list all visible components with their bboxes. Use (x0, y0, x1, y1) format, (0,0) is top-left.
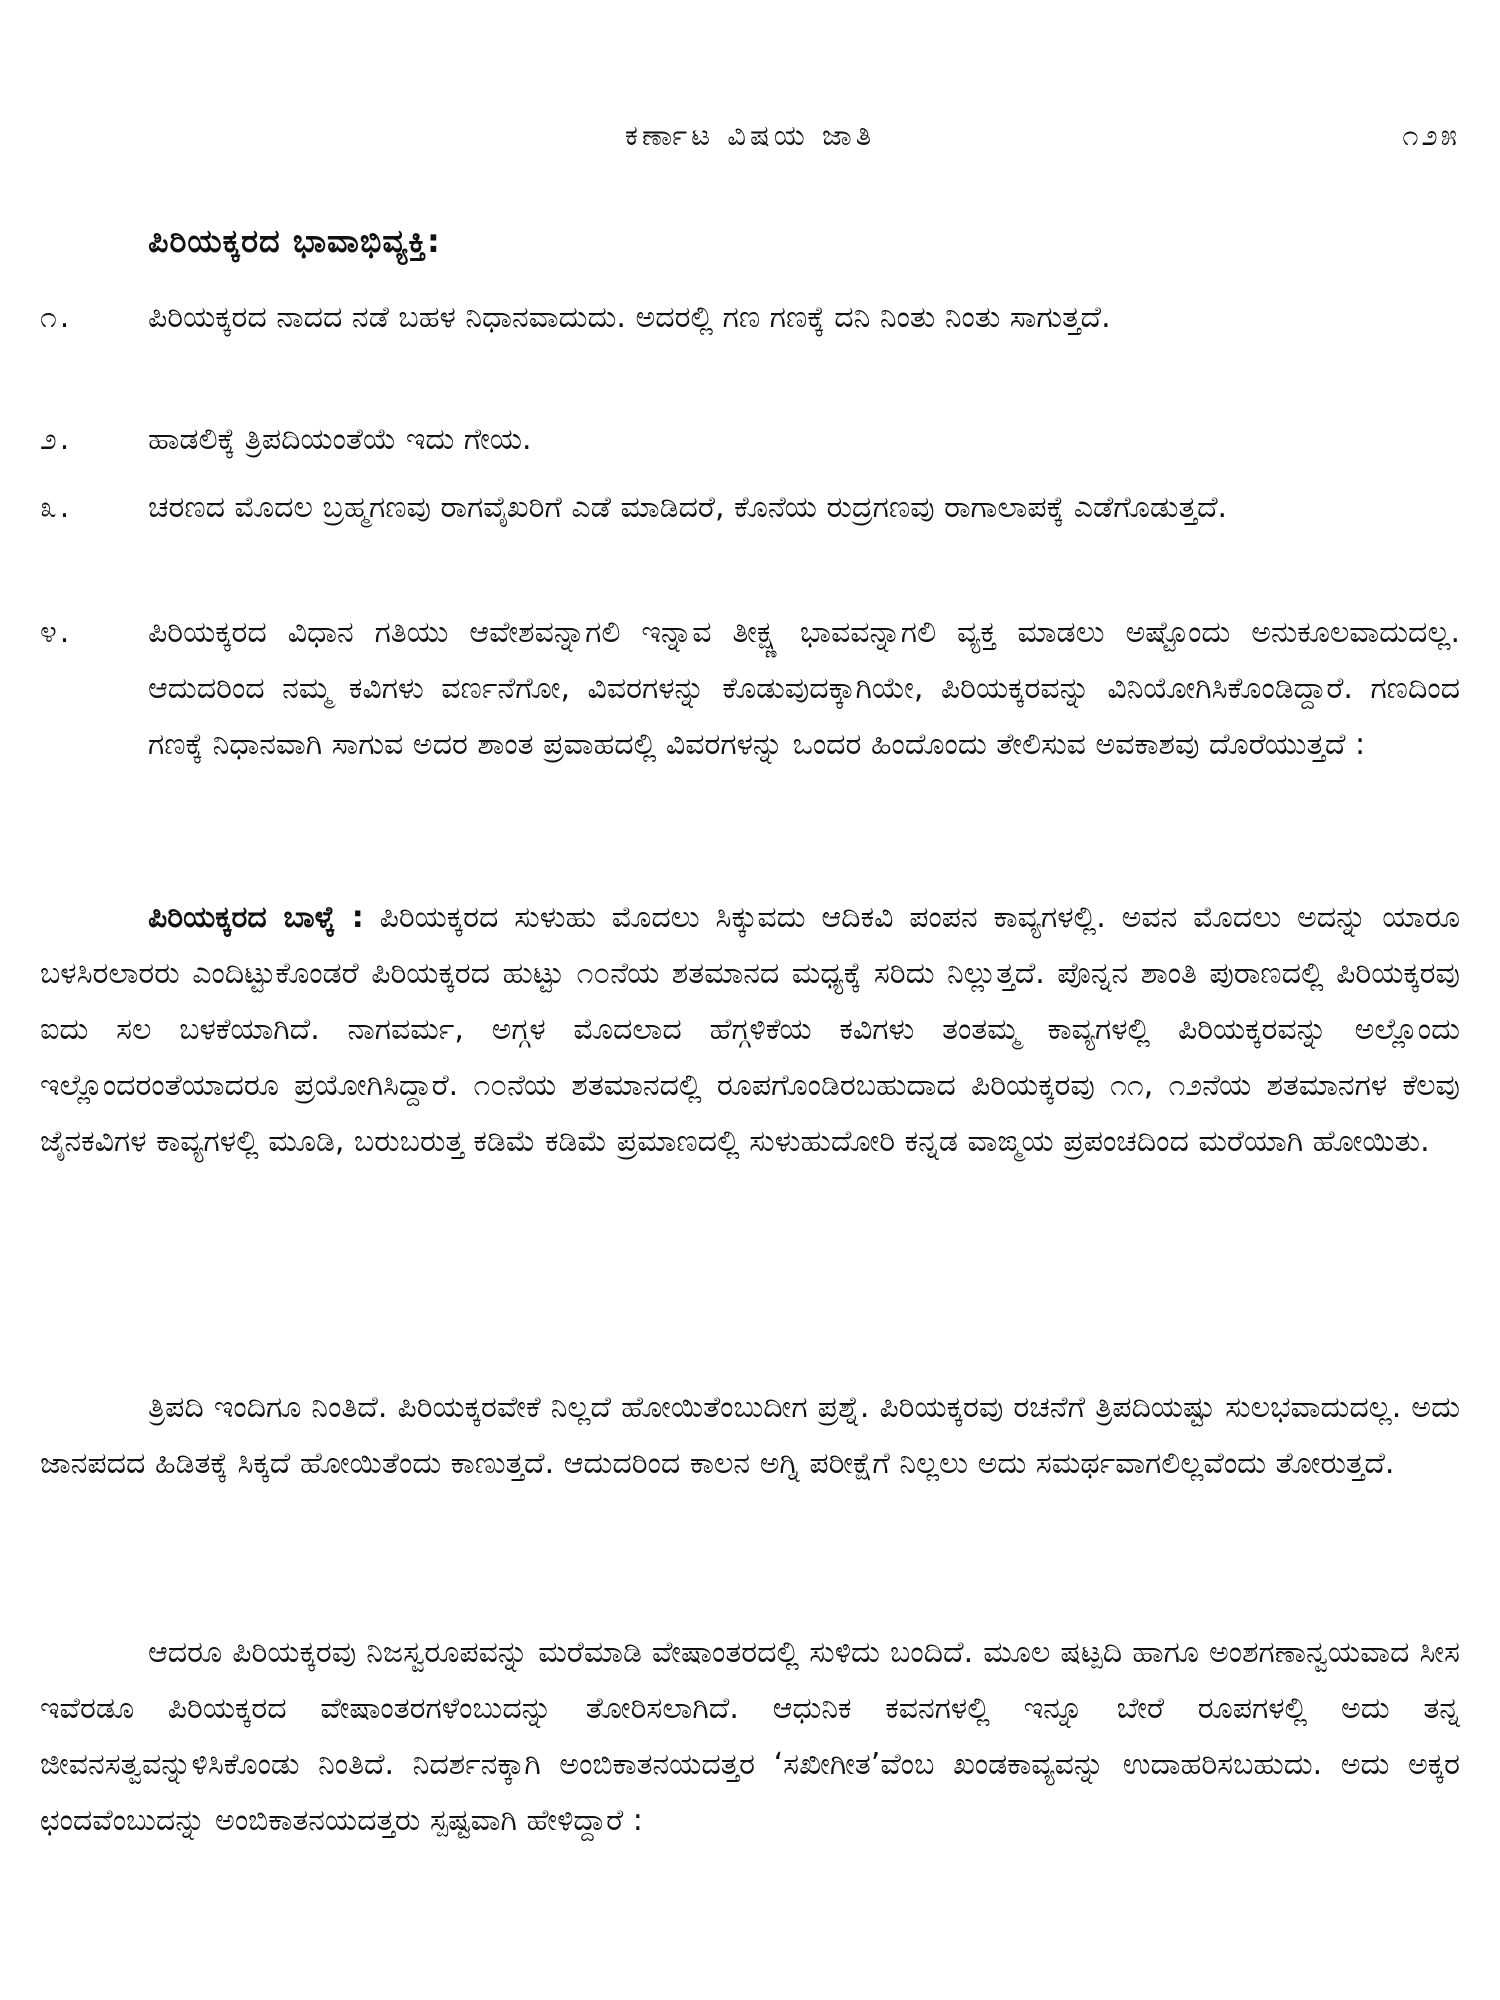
list-item (40, 480, 1460, 536)
list-item (40, 290, 1460, 346)
list-item-text: ಹಾಡಲಿಕ್ಕೆ ತ್ರಿಪದಿಯಂತೆಯೆ ಇದು ಗೇಯ. (148, 422, 532, 457)
list-item-number: ೩. (40, 490, 73, 525)
paragraph: ತ್ರಿಪದಿ ಇಂದಿಗೂ ನಿಂತಿದೆ. ಪಿರಿಯಕ್ಕರವೇಕೆ ನಿಲ್ಲದೆ ಹೋಯಿತೆಂಬುದೀಗ ಪ್ರಶ್ನೆ. ಪಿರಿಯಕ್ಕರವು ರಚನೆಗೆ ತ್ರಿಪದಿಯಷ್ಟು ಸುಲಭವಾದುದಲ್ಲ. ಅದು ಜಾನಪದದ ಹಿಡಿತಕ್ಕೆ ಸಿಕ್ಕದೆ ಹೋಯಿತೆಂದು ಕಾಣುತ್ತದೆ. ಆದುದರಿಂದ ಕಾಲನ ಅಗ್ನಿ ಪರೀಕ್ಷೆಗೆ ನಿಲ್ಲಲು ಅದು ಸಮರ್ಥವಾಗಲಿಲ್ಲವೆಂದು ತೋರುತ್ತದೆ. (40, 1390, 1460, 1481)
section-heading: ಪಿರಿಯಕ್ಕರದ ಭಾವಾಭಿವ್ಯಕ್ತಿ: (148, 222, 441, 260)
running-head: ಕರ್ಣಾಟ ವಿಷಯ ಜಾತಿ (624, 118, 876, 152)
list-item-text: ಚರಣದ ಮೊದಲ ಬ್ರಹ್ಮಗಣವು ರಾಗವೈಖರಿಗೆ ಎಡೆ ಮಾಡಿದರೆ, ಕೊನೆಯ ರುದ್ರಗಣವು ರಾಗಾಲಾಪಕ್ಕೆ ಎಡೆಗೊಡುತ್ತದೆ. (148, 490, 1228, 525)
paragraph-lead: ಪಿರಿಯಕ್ಕರದ ಬಾಳ್ಕೆ : (148, 900, 364, 935)
list-item-number: ೧. (40, 300, 73, 335)
page-number: ೧೨೫ (1402, 118, 1460, 152)
paragraph: ಆದರೂ ಪಿರಿಯಕ್ಕರವು ನಿಜಸ್ವರೂಪವನ್ನು ಮರೆಮಾಡಿ ವೇಷಾಂತರದಲ್ಲಿ ಸುಳಿದು ಬಂದಿದೆ. ಮೂಲ ಷಟ್ಪದಿ ಹಾಗೂ ಅಂಶಗಣಾನ್ವಯವಾದ ಸೀಸ ಇವೆರಡೂ ಪಿರಿಯಕ್ಕರದ ವೇಷಾಂತರಗಳೆಂಬುದನ್ನು ತೋರಿಸಲಾಗಿದೆ. ಆಧುನಿಕ ಕವನಗಳಲ್ಲಿ ಇನ್ನೂ ಬೇರೆ ರೂಪಗಳಲ್ಲಿ ಅದು ತನ್ನ ಜೀವನಸತ್ವವನ್ನುಳಿಸಿಕೊಂಡು ನಿಂತಿದೆ. ನಿದರ್ಶನಕ್ಕಾಗಿ ಅಂಬಿಕಾತನಯದತ್ತರ ‘ಸಖೀಗೀತ’ವೆಂಬ ಖಂಡಕಾವ್ಯವನ್ನು ಉದಾಹರಿಸಬಹುದು. ಅದು ಅಕ್ಕರ ಛಂದವೆಂಬುದನ್ನು ಅಂಬಿಕಾತನಯದತ್ತರು ಸ್ಪಷ್ಟವಾಗಿ ಹೇಳಿದ್ದಾರೆ : (40, 1635, 1460, 1838)
list-item-number: ೪. (40, 615, 73, 650)
list-item (40, 412, 1460, 468)
list-item-number: ೨. (40, 422, 73, 457)
list-item (40, 605, 1460, 773)
paragraph-text: ಪಿರಿಯಕ್ಕರದ ಸುಳುಹು ಮೊದಲು ಸಿಕ್ಕುವದು ಆದಿಕವಿ ಪಂಪನ ಕಾವ್ಯಗಳಲ್ಲಿ. ಅವನ ಮೊದಲು ಅದನ್ನು ಯಾರೂ ಬಳಸಿರಲಾರರು ಎಂದಿಟ್ಟುಕೊಂಡರೆ ಪಿರಿಯಕ್ಕರದ ಹುಟ್ಟು ೧೦ನೆಯ ಶತಮಾನದ ಮಧ್ಯಕ್ಕೆ ಸರಿದು ನಿಲ್ಲುತ್ತದೆ. ಪೊನ್ನನ ಶಾಂತಿ ಪುರಾಣದಲ್ಲಿ ಪಿರಿಯಕ್ಕರವು ಐದು ಸಲ ಬಳಕೆಯಾಗಿದೆ. ನಾಗವರ್ಮ, ಅಗ್ಗಳ ಮೊದಲಾದ ಹೆಗ್ಗಳಿಕೆಯ ಕವಿಗಳು ತಂತಮ್ಮ ಕಾವ್ಯಗಳಲ್ಲಿ ಪಿರಿಯಕ್ಕರವನ್ನು ಅಲ್ಲೊಂದು ಇಲ್ಲೊಂದರಂತೆಯಾದರೂ ಪ್ರಯೋಗಿಸಿದ್ದಾರೆ. ೧೦ನೆಯ ಶತಮಾನದಲ್ಲಿ ರೂಪಗೊಂಡಿರಬಹುದಾದ ಪಿರಿಯಕ್ಕರವು ೧೧, ೧೨ನೆಯ ಶತಮಾನಗಳ ಕೆಲವು ಜೈನಕವಿಗಳ ಕಾವ್ಯಗಳಲ್ಲಿ ಮೂಡಿ, ಬರುಬರುತ್ತ ಕಡಿಮೆ ಕಡಿಮೆ ಪ್ರಮಾಣದಲ್ಲಿ ಸುಳುಹುದೋರಿ ಕನ್ನಡ ವಾಙ್ಮಯ ಪ್ರಪಂಚದಿಂದ ಮರೆಯಾಗಿ ಹೋಯಿತು. (40, 900, 1460, 1159)
list-item-text: ಪಿರಿಯಕ್ಕರದ ವಿಧಾನ ಗತಿಯು ಆವೇಶವನ್ನಾಗಲಿ ಇನ್ನಾವ ತೀಕ್ಷ್ಣ ಭಾವವನ್ನಾಗಲಿ ವ್ಯಕ್ತ ಮಾಡಲು ಅಷ್ಟೊಂದು ಅನುಕೂಲವಾದುದಲ್ಲ. ಆದುದರಿಂದ ನಮ್ಮ ಕವಿಗಳು ವರ್ಣನೆಗೋ, ವಿವರಗಳನ್ನು ಕೊಡುವುದಕ್ಕಾಗಿಯೇ, ಪಿರಿಯಕ್ಕರವನ್ನು ವಿನಿಯೋಗಿಸಿಕೊಂಡಿದ್ದಾರೆ. ಗಣದಿಂದ ಗಣಕ್ಕೆ ನಿಧಾನವಾಗಿ ಸಾಗುವ ಅದರ ಶಾಂತ ಪ್ರವಾಹದಲ್ಲಿ ವಿವರಗಳನ್ನು ಒಂದರ ಹಿಂದೊಂದು ತೇಲಿಸುವ ಅವಕಾಶವು ದೊರೆಯುತ್ತದೆ : (148, 615, 1460, 762)
list-item-text: ಪಿರಿಯಕ್ಕರದ ನಾದದ ನಡೆ ಬಹಳ ನಿಧಾನವಾದುದು. ಅದರಲ್ಲಿ ಗಣ ಗಣಕ್ಕೆ ದನಿ ನಿಂತು ನಿಂತು ಸಾಗುತ್ತದೆ. (148, 300, 1111, 335)
paragraph (40, 890, 1460, 1170)
